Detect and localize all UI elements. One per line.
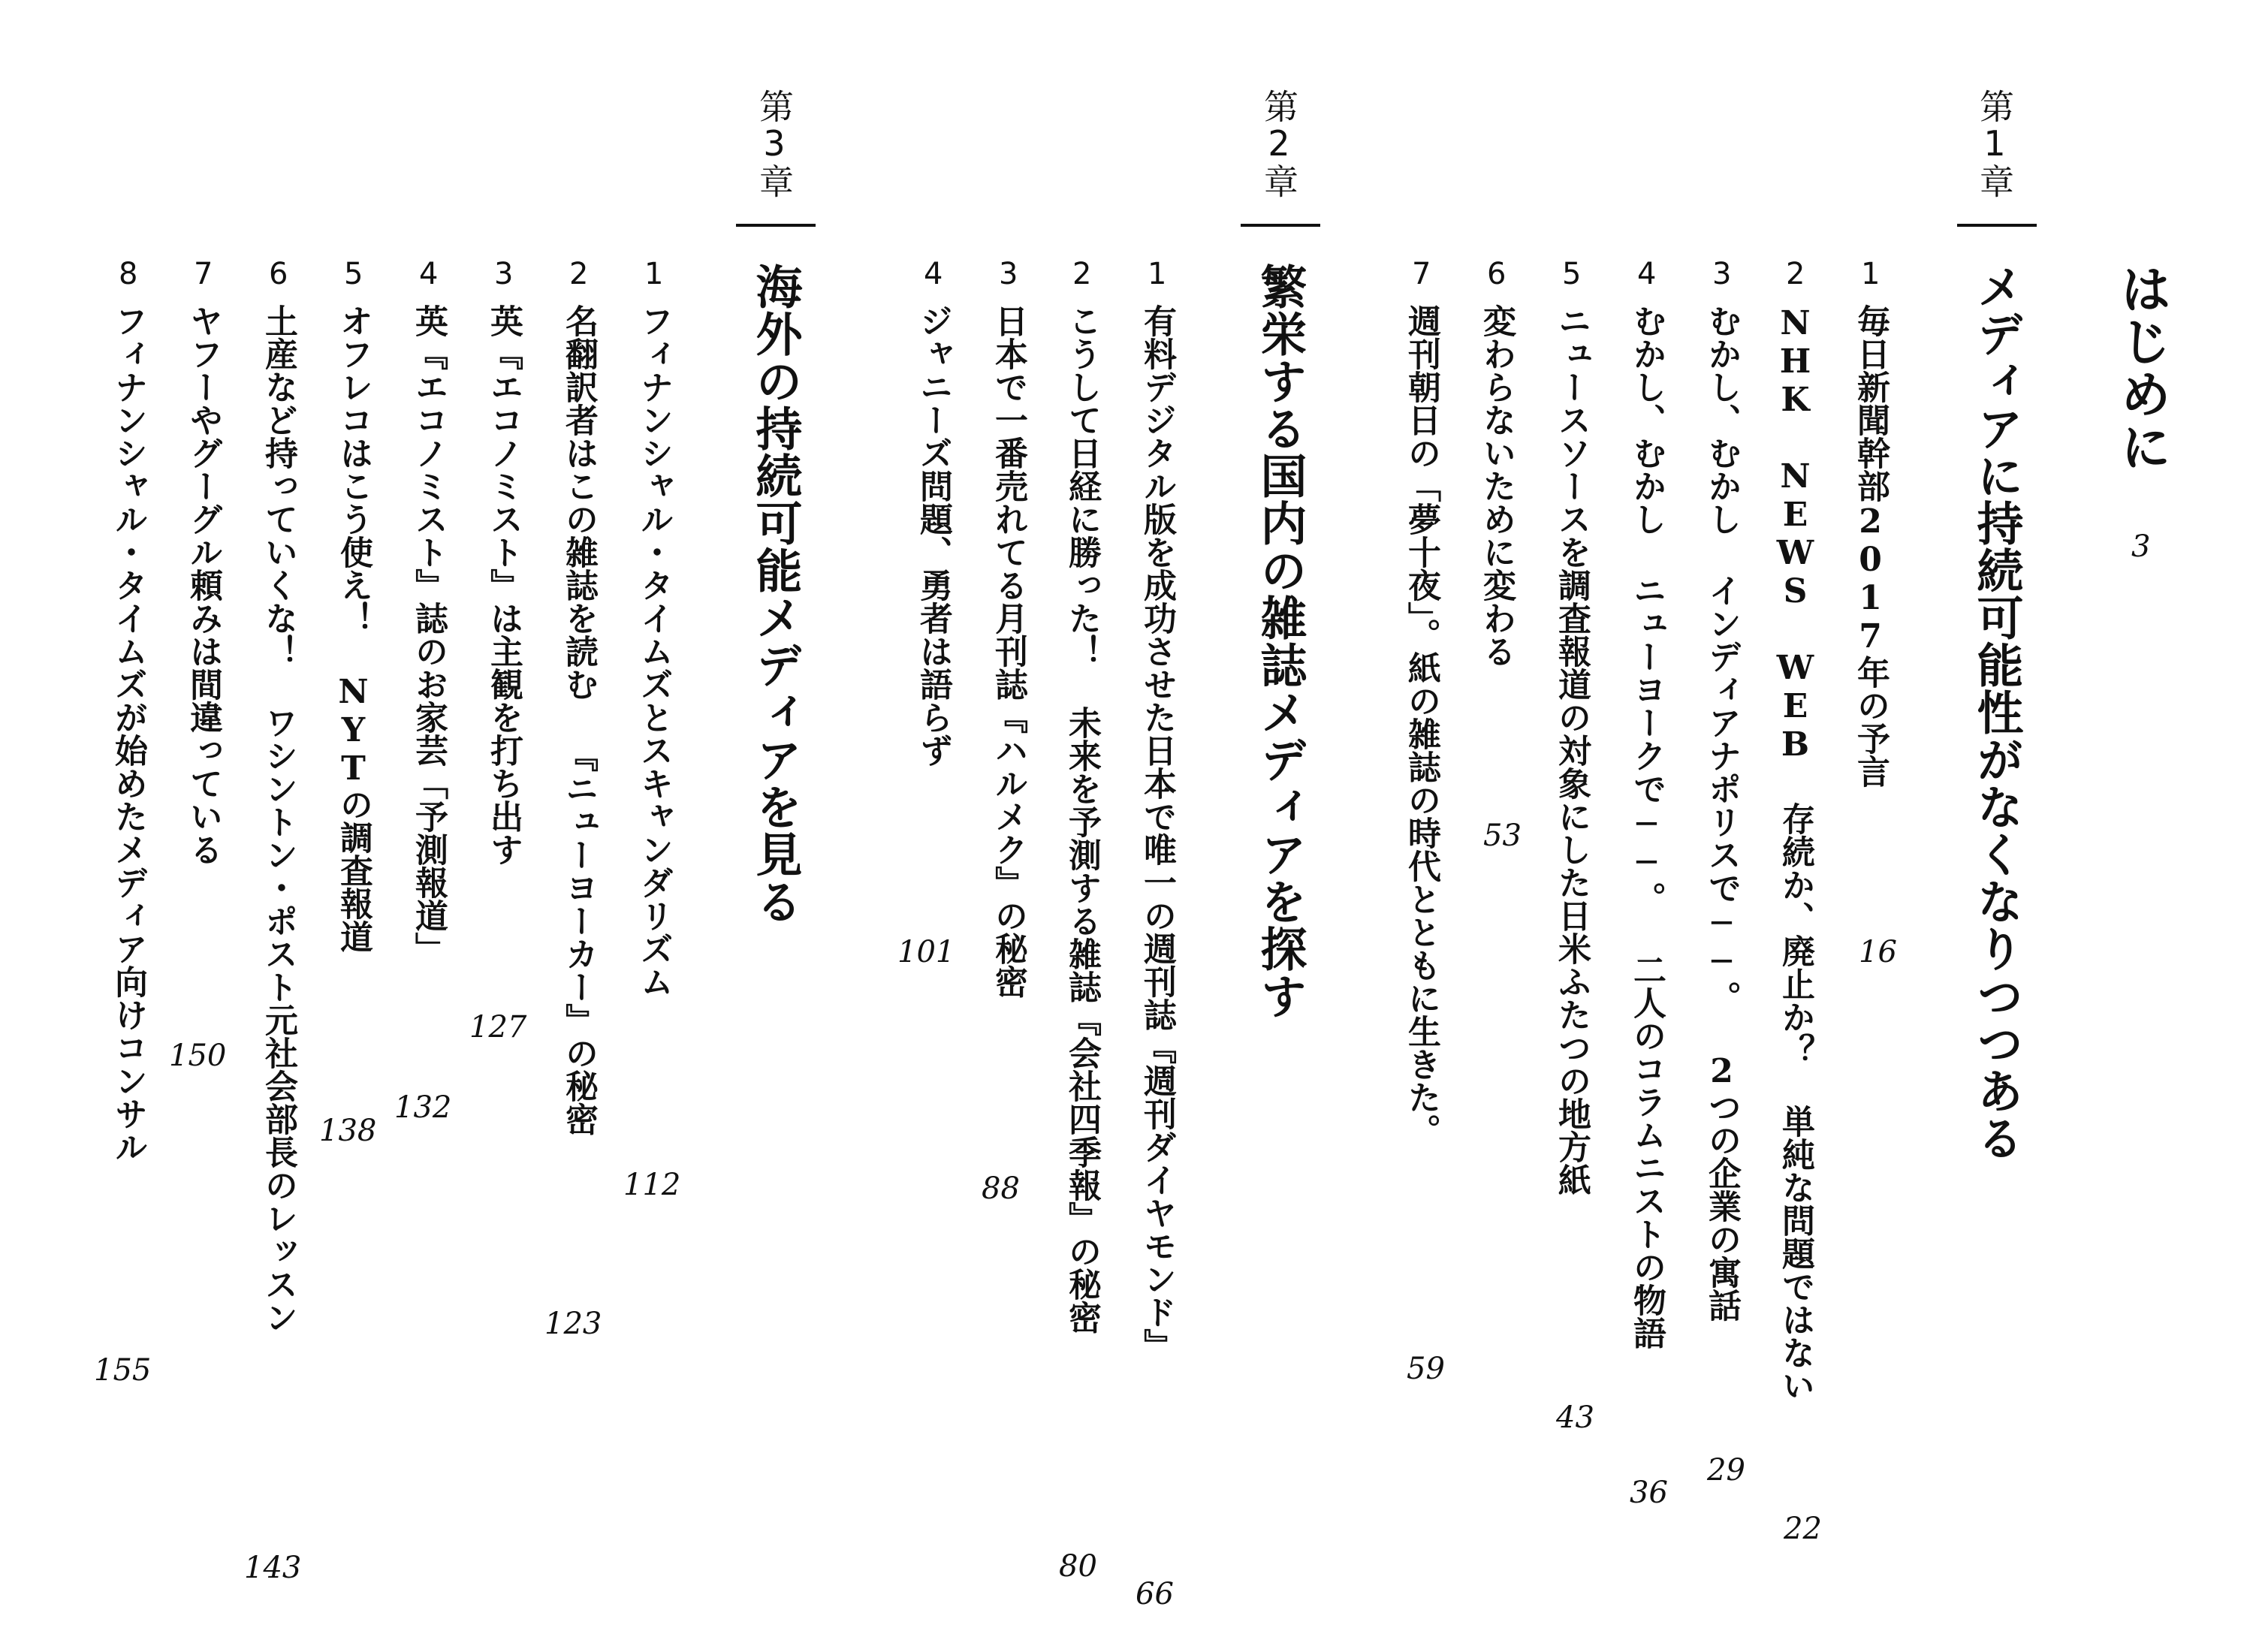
ch2-entry-4-title: ジャニーズ問題、勇者は語らず [914,304,952,767]
ch3-entry-5-page: 138 [319,1114,377,1148]
chapter-1-label: 第1章 [1974,89,2015,198]
ch1-entry-7-num: 7 [1412,257,1431,291]
ch2-entry-2-page: 80 [1059,1549,1097,1584]
ch1-entry-4-page: 36 [1630,1476,1668,1510]
ch3-entry-1-num: 1 [644,257,664,291]
ch1-entry-3-num: 3 [1712,257,1732,291]
ch2-entry-2-title: こうして日経に勝った！ 未来を予測する雑誌『会社四季報』の秘密 [1063,304,1101,1334]
ch1-entry-4-num: 4 [1637,257,1657,291]
ch2-entry-4-num: 4 [924,257,943,291]
ch3-entry-4-num: 4 [419,257,439,291]
ch1-entry-7-page: 59 [1407,1352,1445,1386]
ch3-entry-8-page: 155 [94,1353,152,1388]
ch3-entry-3-num: 3 [494,257,514,291]
chapter-2-label: 第2章 [1259,89,1299,198]
ch1-entry-4-title: むかし、むかし ニューヨークで──。 二人のコラムニストの物語 [1627,304,1666,1349]
ch3-entry-6-title: 土産など持っていくな！ ワシントン・ポスト元社会部長のレッスン [259,304,297,1334]
ch3-entry-7-num: 7 [194,257,213,291]
ch1-entry-1-title: 毎日新聞幹部2017年の予言 [1851,304,1890,788]
chapter-3-rule [736,224,816,227]
ch2-entry-1-num: 1 [1148,257,1167,291]
ch2-entry-3-title: 日本で一番売れてる月刊誌『ハルメク』の秘密 [989,304,1027,998]
ch3-entry-2-title: 名翻訳者はこの雑誌を読む 『ニューヨーカー』の秘密 [559,304,598,1135]
ch1-entry-6-num: 6 [1487,257,1507,291]
ch3-entry-3-title: 英『エコノミスト』は主観を打ち出す [484,304,523,866]
ch1-entry-5-num: 5 [1562,257,1582,291]
ch2-entry-1-title: 有料デジタル版を成功させた日本で唯一の週刊誌『週刊ダイヤモンド』 [1138,304,1176,1361]
chapter-3-title: 海外の持続可能メディアを見る [748,263,803,925]
ch3-entry-5-num: 5 [344,257,363,291]
ch3-entry-4-page: 132 [394,1090,452,1125]
preface-page: 3 [2131,529,2151,564]
ch1-entry-1-page: 16 [1859,935,1897,969]
ch1-entry-6-title: 変わらないために変わる [1477,304,1516,668]
ch3-entry-3-page: 127 [469,1010,527,1045]
ch3-entry-7-title: ヤフーやグーグル頼みは間違っている [184,304,222,866]
ch3-entry-2-num: 2 [569,257,589,291]
preface-title: はじめに [2112,263,2172,473]
ch1-entry-5-title: ニュースソースを調査報道の対象にした日米ふたつの地方紙 [1552,304,1591,1196]
ch1-entry-3-title: むかし、むかし インディアナポリスで──。 2つの企業の寓話 [1703,304,1741,1322]
ch3-entry-7-page: 150 [169,1039,227,1073]
ch2-entry-4-page: 101 [897,935,955,969]
ch1-entry-2-title: NHK NEWS WEB 存続か、廃止か？ 単純な問題ではない [1776,304,1814,1402]
ch2-entry-3-num: 3 [999,257,1018,291]
ch3-entry-5-title: オフレコはこう使え！ NYTの調査報道 [334,304,372,953]
ch3-entry-6-num: 6 [269,257,288,291]
ch3-entry-8-title: フィナンシャル・タイムズが始めたメディア向けコンサル [109,304,147,1163]
ch1-entry-2-page: 22 [1784,1512,1822,1546]
chapter-2-title: 繁栄する国内の雑誌メディアを探す [1253,263,1307,1020]
ch3-entry-6-page: 143 [244,1551,302,1585]
ch3-entry-1-page: 112 [623,1168,681,1202]
ch2-entry-1-page: 66 [1136,1577,1174,1611]
ch1-entry-1-num: 1 [1861,257,1881,291]
chapter-1-rule [1957,224,2037,227]
ch1-entry-6-page: 53 [1483,818,1522,853]
ch1-entry-7-title: 週刊朝日の「夢十夜」。紙の雑誌の時代とともに生きた。 [1402,304,1440,1147]
ch2-entry-3-page: 88 [982,1171,1020,1206]
ch3-entry-2-page: 123 [544,1307,602,1341]
ch1-entry-3-page: 29 [1707,1453,1745,1488]
ch2-entry-2-num: 2 [1072,257,1092,291]
chapter-3-label: 第3章 [754,89,795,198]
ch3-entry-1-title: フィナンシャル・タイムズとスキャンダリズム [635,304,673,998]
ch1-entry-5-page: 43 [1556,1400,1594,1435]
ch3-entry-4-title: 英『エコノミスト』誌のお家芸「予測報道」 [409,304,448,965]
chapter-2-rule [1241,224,1320,227]
ch3-entry-8-num: 8 [119,257,138,291]
chapter-1-title: メディアに持続可能性がなくなりつつある [1969,263,2024,1162]
ch1-entry-2-num: 2 [1786,257,1805,291]
